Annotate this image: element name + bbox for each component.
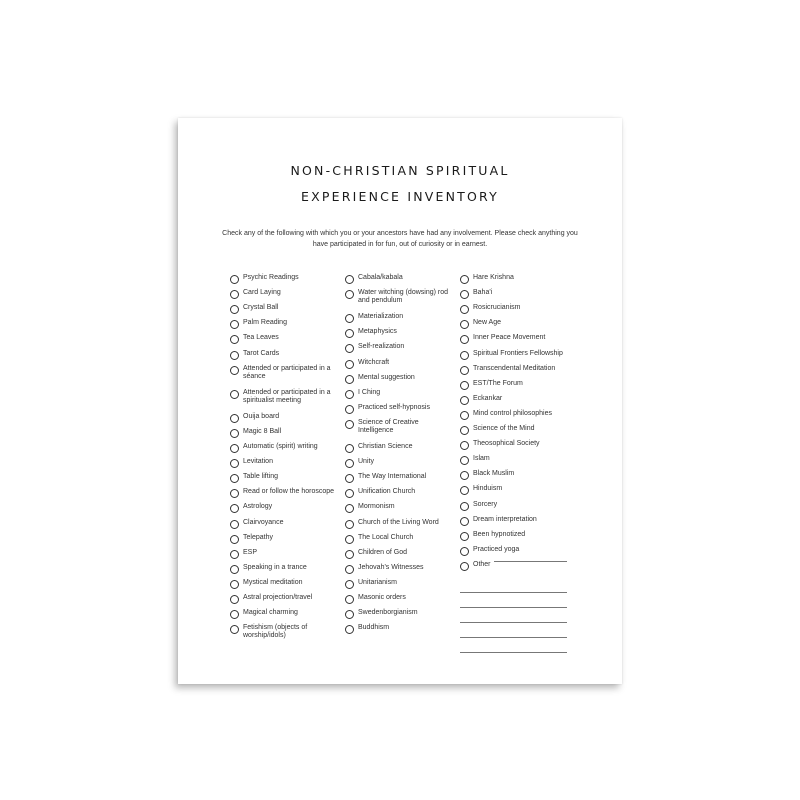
checklist-item[interactable] [345,519,453,529]
checkbox-circle[interactable] [230,535,239,544]
checklist-item-label: Theosophical Society [473,440,540,448]
checkbox-circle[interactable] [345,520,354,529]
checklist-item-label: Baha'i [473,289,493,297]
checkbox-circle[interactable] [460,456,469,465]
checklist-item[interactable] [230,503,338,513]
checklist-item-label: Ouija board [243,412,280,420]
checkbox-circle[interactable] [345,489,354,498]
checkbox-circle[interactable] [345,329,354,338]
checklist-item[interactable] [345,374,453,384]
checkbox-circle[interactable] [230,625,239,634]
checklist-item[interactable] [460,501,572,511]
checklist-item[interactable] [345,564,453,574]
checklist-item-label: Mystical meditation [243,578,303,586]
checklist-item[interactable] [460,410,572,420]
checkbox-circle[interactable] [460,486,469,495]
checkbox-circle[interactable] [460,396,469,405]
checkbox-circle[interactable] [345,314,354,323]
checklist-item-label: Unification Church [358,488,416,496]
checkbox-circle[interactable] [230,429,239,438]
checklist-item-label: Speaking in a trance [243,563,307,571]
checklist-item-label: Unity [358,458,374,466]
checkbox-circle[interactable] [230,305,239,314]
checkbox-circle[interactable] [345,405,354,414]
checkbox-circle[interactable] [230,504,239,513]
checkbox-circle[interactable] [345,420,354,429]
checklist-item[interactable] [460,561,572,571]
checklist-item[interactable] [460,274,572,284]
title-line-1: NON-CHRISTIAN SPIRITUAL [290,163,510,178]
checklist-item[interactable] [230,365,338,381]
checkbox-circle[interactable] [460,351,469,360]
checklist-item[interactable] [345,343,453,353]
checklist-item[interactable] [460,470,572,480]
checkbox-circle[interactable] [230,520,239,529]
checklist-item[interactable] [230,274,338,284]
checklist-item-label: Hinduism [473,485,503,493]
checklist-item[interactable] [230,428,338,438]
checklist-item-label: Masonic orders [358,594,406,601]
checkbox-circle[interactable] [460,532,469,541]
checkbox-circle[interactable] [230,290,239,299]
checkbox-circle[interactable] [345,459,354,468]
checkbox-circle[interactable] [345,580,354,589]
checklist-item[interactable] [230,579,338,589]
checklist-item-label: Table lifting [243,473,279,481]
checklist-item-label: Attended or participated in a séance [243,364,331,380]
checkbox-circle[interactable] [230,580,239,589]
checklist-item[interactable] [230,413,338,423]
checklist-item[interactable] [230,443,338,453]
checkbox-circle[interactable] [345,595,354,604]
checklist-item-label: Science of the Mind [473,425,535,432]
checkbox-circle[interactable] [345,390,354,399]
checklist-item-label: Black Muslim [473,470,515,478]
inventory-sheet [178,118,622,684]
checklist-item-label: Magic 8 Ball [243,427,282,435]
checkbox-circle[interactable] [460,441,469,450]
checkbox-circle[interactable] [230,320,239,329]
checklist-item-label: Psychic Readings [243,274,299,281]
checklist-item[interactable] [230,534,338,544]
checklist-item-label: ESP [243,548,258,556]
checkbox-circle[interactable] [230,459,239,468]
checkbox-circle[interactable] [460,411,469,420]
checklist-item[interactable] [230,473,338,483]
checkbox-circle[interactable] [345,444,354,453]
checklist-item[interactable] [345,488,453,498]
checklist-item[interactable] [230,289,338,299]
checklist-item-label: Clairvoyance [243,518,284,526]
checklist-item-label: Other [473,560,491,568]
checklist-item-label: Practiced self-hypnosis [358,403,430,411]
checklist-item[interactable] [345,359,453,369]
checklist-item-label: Hare Krishna [473,274,514,281]
checklist-item[interactable] [345,534,453,544]
checklist-item[interactable] [345,624,453,634]
other-blank-line[interactable] [460,637,567,638]
checklist-item-label: Astrology [243,503,273,511]
checkbox-circle[interactable] [230,444,239,453]
checkbox-circle[interactable] [345,290,354,299]
title-line-2: EXPERIENCE INVENTORY [301,189,499,204]
other-blank-line[interactable] [460,622,567,623]
checklist-item[interactable] [460,319,572,329]
checklist-item[interactable] [460,516,572,526]
checkbox-circle[interactable] [460,335,469,344]
checkbox-circle[interactable] [230,474,239,483]
checkbox-circle[interactable] [460,320,469,329]
checklist-item-label: Tarot Cards [243,349,280,357]
checklist-item[interactable] [345,313,453,323]
checkbox-circle[interactable] [230,610,239,619]
checklist-item[interactable] [460,425,572,435]
checklist-item[interactable] [230,350,338,360]
checkbox-circle[interactable] [345,625,354,634]
checkbox-circle[interactable] [230,275,239,284]
checklist-item[interactable] [230,389,338,405]
checkbox-circle[interactable] [230,366,239,375]
checklist-item[interactable] [345,419,453,435]
checklist-item-label: Magical charming [243,609,298,617]
checkbox-circle[interactable] [230,550,239,559]
checklist-item[interactable] [230,609,338,619]
checklist-item-label: Buddhism [358,624,390,632]
checklist-item[interactable] [460,380,572,390]
checklist-item-label: The Local Church [358,533,414,541]
checklist-item-label: Dream interpretation [473,515,537,523]
checklist-item-label: Metaphysics [358,328,397,336]
checklist-item-label: Eckankar [473,394,503,402]
checklist-item[interactable] [230,304,338,314]
checklist-item-label: Attended or participated in a spiritualist meeting [243,388,331,404]
checkbox-circle[interactable] [460,547,469,556]
checklist-item[interactable] [460,440,572,450]
checklist-item[interactable] [345,458,453,468]
checklist-item[interactable] [460,304,572,314]
checklist-item-label: Water witching (dowsing) rod and pendulum [358,289,448,305]
checklist-item-label: Inner Peace Movement [473,334,546,342]
checklist-item[interactable] [345,594,453,604]
checklist-item-label: Automatic (spirit) writing [243,443,318,450]
checklist-item-label: Science of Creative Intelligence [358,418,419,434]
checklist-item-label: EST/The Forum [473,379,523,387]
checklist-item-label: Palm Reading [243,319,287,327]
other-blank-line[interactable] [460,607,567,608]
checklist-item-label: Swedenborgianism [358,609,418,617]
checklist-item-label: Tea Leaves [243,334,279,342]
checkbox-circle[interactable] [230,595,239,604]
checklist-item-label: Mental suggestion [358,373,415,381]
checklist-item-label: Jehovah's Witnesses [358,563,424,571]
other-blank-line[interactable] [460,592,567,593]
checklist-item[interactable] [230,624,338,640]
checklist-item[interactable] [460,365,572,375]
checkbox-circle[interactable] [460,275,469,284]
checkbox-circle[interactable] [460,290,469,299]
checklist-item-label: Self-realization [358,343,405,351]
checklist-item-label: Islam [473,455,490,463]
checklist-item[interactable] [345,503,453,513]
checkbox-circle[interactable] [230,335,239,344]
checkbox-circle[interactable] [345,275,354,284]
checklist-item[interactable] [460,546,572,556]
checklist-item-label: Mind control philosophies [473,409,552,417]
checkbox-circle[interactable] [460,517,469,526]
checkbox-circle[interactable] [460,381,469,390]
checkbox-circle[interactable] [230,489,239,498]
checklist-item[interactable] [460,289,572,299]
checklist-item-label: Been hypnotized [473,530,526,538]
checklist-item-label: Astral projection/travel [243,594,313,601]
checklist-item-label: Church of the Living Word [358,518,439,526]
checkbox-circle[interactable] [230,390,239,399]
checklist-item-label: Transcendental Meditation [473,364,556,372]
checklist-item-label: Mormonism [358,503,395,511]
checklist-item[interactable] [460,485,572,495]
checklist-item-label: The Way International [358,473,427,481]
checklist-item[interactable] [230,488,338,498]
other-write-in-line[interactable] [494,561,567,562]
checkbox-circle[interactable] [345,344,354,353]
checklist-item-label: Card Laying [243,289,281,297]
checklist-item[interactable] [460,455,572,465]
other-blank-line[interactable] [460,652,567,653]
checklist-item[interactable] [345,389,453,399]
checkbox-circle[interactable] [345,565,354,574]
checkbox-circle[interactable] [460,471,469,480]
checklist-item-label: Sorcery [473,500,498,508]
checkbox-circle[interactable] [345,504,354,513]
checklist-item[interactable] [345,404,453,414]
checklist-item[interactable] [345,289,453,305]
checklist-item-label: Spiritual Frontiers Fellowship [473,349,563,357]
checklist-item[interactable] [230,458,338,468]
checklist-item[interactable] [460,395,572,405]
checklist-item[interactable] [460,334,572,344]
checkbox-circle[interactable] [345,550,354,559]
checkbox-circle[interactable] [460,305,469,314]
checklist-item[interactable] [230,319,338,329]
checkbox-circle[interactable] [460,426,469,435]
checklist-item[interactable] [345,443,453,453]
checklist-item-label: Unitarianism [358,578,397,586]
checklist-item[interactable] [230,549,338,559]
checkbox-circle[interactable] [345,610,354,619]
checklist-item-label: I Ching [358,388,381,396]
checkbox-circle[interactable] [230,414,239,423]
checklist-item-label: Practiced yoga [473,545,520,553]
checklist-item[interactable] [230,334,338,344]
checklist-item[interactable] [345,549,453,559]
checklist-item-label: Levitation [243,458,273,466]
checklist-item[interactable] [345,328,453,338]
checklist-item-label: Materialization [358,313,404,321]
checkbox-circle[interactable] [345,474,354,483]
checkbox-circle[interactable] [345,375,354,384]
checkbox-circle[interactable] [345,535,354,544]
checkbox-circle[interactable] [460,502,469,511]
checklist-item[interactable] [345,609,453,619]
checklist-item[interactable] [345,274,453,284]
checklist-item-label: Fetishism (objects of worship/idols) [243,624,308,640]
checklist-item-label: New Age [473,319,502,327]
checklist-item[interactable] [230,564,338,574]
checklist-item-label: Witchcraft [358,358,390,366]
checklist-item[interactable] [460,350,572,360]
checklist-item[interactable] [460,531,572,541]
checklist-item[interactable] [230,519,338,529]
checklist-item-label: Children of God [358,548,408,556]
checklist-item-label: Rosicrucianism [473,304,521,312]
checklist-item-label: Christian Science [358,443,413,450]
checkbox-circle[interactable] [460,562,469,571]
checkbox-circle[interactable] [230,565,239,574]
checklist-item[interactable] [345,473,453,483]
checkbox-circle[interactable] [230,351,239,360]
checklist-item-label: Telepathy [243,533,273,541]
checkbox-circle[interactable] [460,366,469,375]
checklist-item-label: Read or follow the horoscope [243,488,335,496]
checkbox-circle[interactable] [345,360,354,369]
checklist-item[interactable] [230,594,338,604]
checklist-item[interactable] [345,579,453,589]
checklist-item-label: Crystal Ball [243,304,279,312]
checklist-item-label: Cabala/kabala [358,274,403,281]
intro-text: Check any of the following with which you or your ancestors have had any involvement. Please check anything you have participated in for fun, out of curiosity or in earnest. [222,230,578,248]
